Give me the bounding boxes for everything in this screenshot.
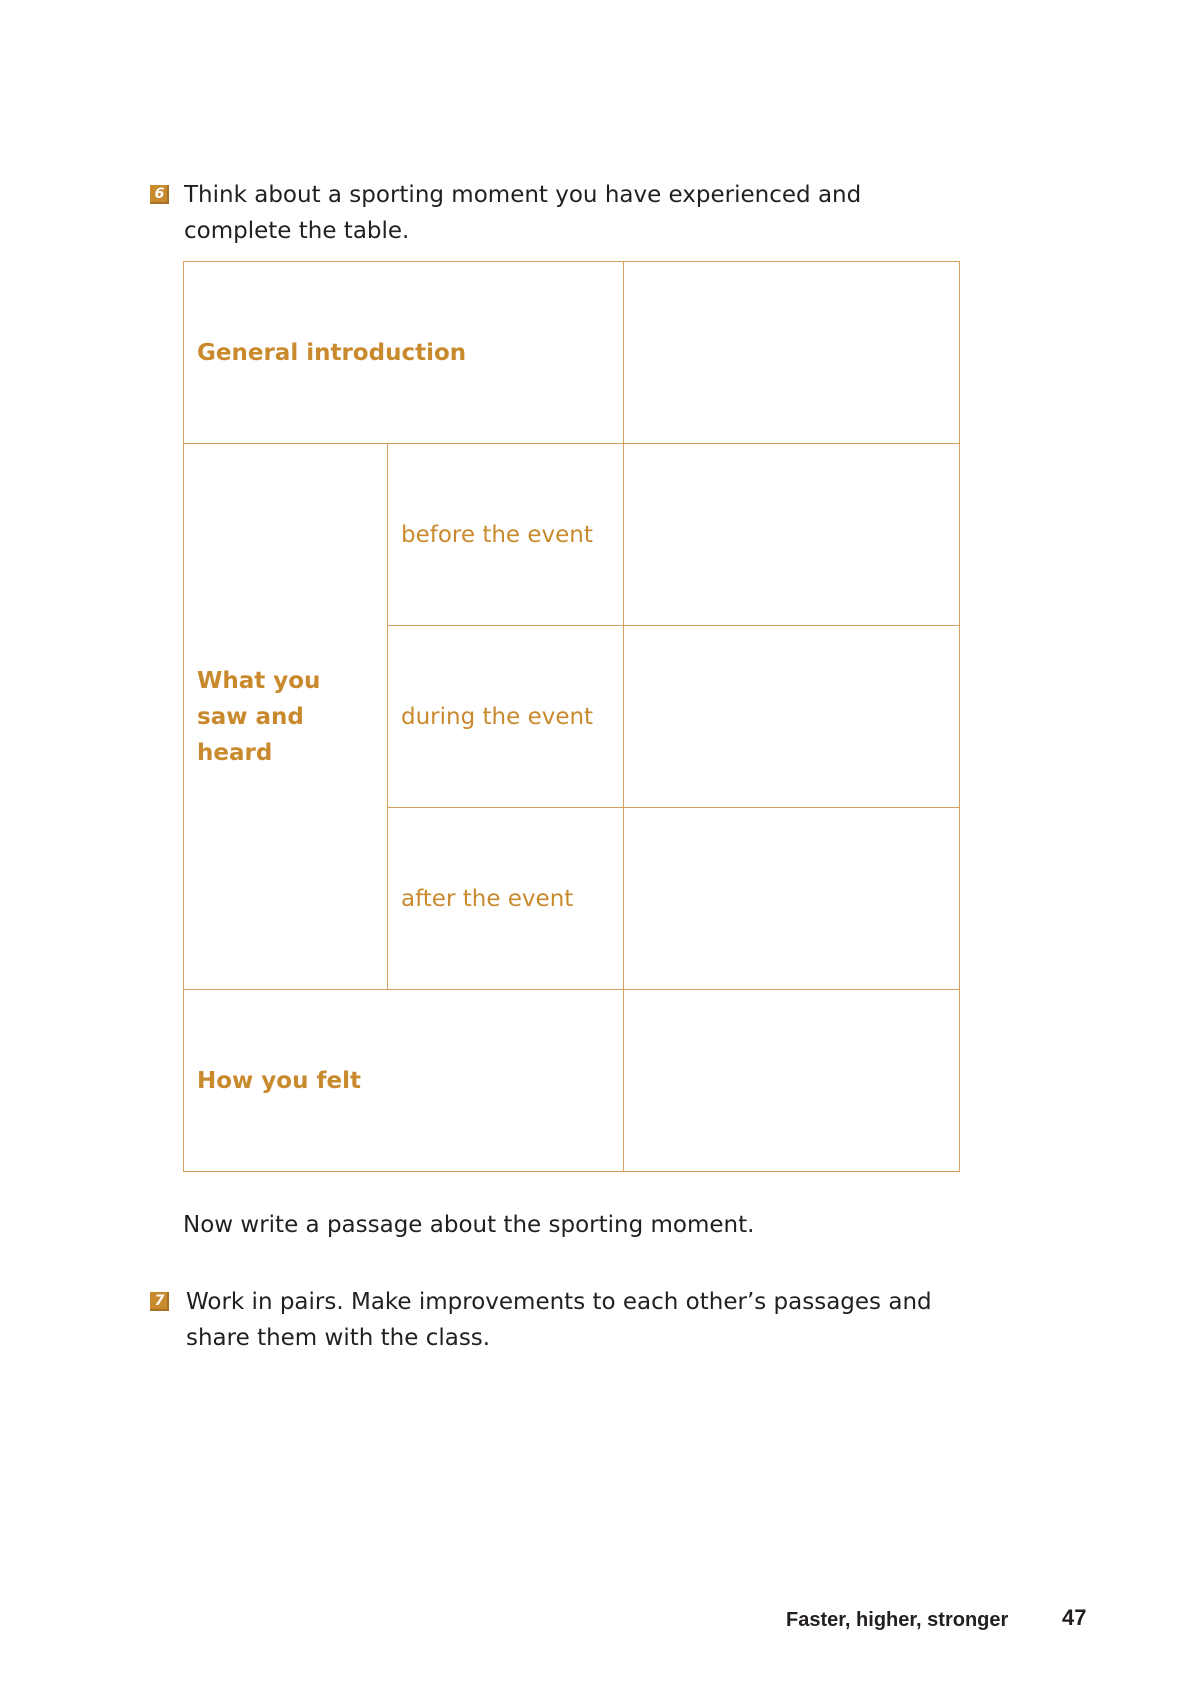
answer-cell-before-the-event[interactable]: [624, 444, 960, 626]
task-instruction: Think about a sporting moment you have experienced and complete the table.: [184, 182, 862, 244]
page-number: 47: [1062, 1605, 1087, 1630]
answer-cell-how-you-felt[interactable]: [624, 990, 960, 1172]
sub-label-during-the-event: during the event: [388, 626, 624, 808]
answer-cell-after-the-event[interactable]: [624, 808, 960, 990]
sporting-moment-table: [183, 261, 960, 1172]
footer-unit-title: Faster, higher, stronger: [786, 1609, 1009, 1631]
answer-cell-during-the-event[interactable]: [624, 626, 960, 808]
row-label-what-you-saw-and-heard: [184, 444, 388, 990]
sub-label-after-the-event: after the event: [388, 808, 624, 990]
sub-label-before-the-event: before the event: [388, 444, 624, 626]
table-row: [184, 990, 960, 1172]
row-label-general-introduction: General introduction: [184, 262, 624, 444]
task-instruction: Work in pairs. Make improvements to each other’s passages and share them with the class.: [186, 1289, 932, 1351]
task-number-badge: 6: [150, 185, 169, 204]
follow-up-instruction: Now write a passage about the sporting moment.: [183, 1212, 755, 1238]
table-row: [184, 444, 960, 626]
answer-cell-general-introduction[interactable]: [624, 262, 960, 444]
table-row: [184, 262, 960, 444]
task-number-badge: 7: [150, 1292, 169, 1311]
row-label-how-you-felt: How you felt: [184, 990, 624, 1172]
row-label-text: What you saw and heard: [197, 667, 321, 766]
